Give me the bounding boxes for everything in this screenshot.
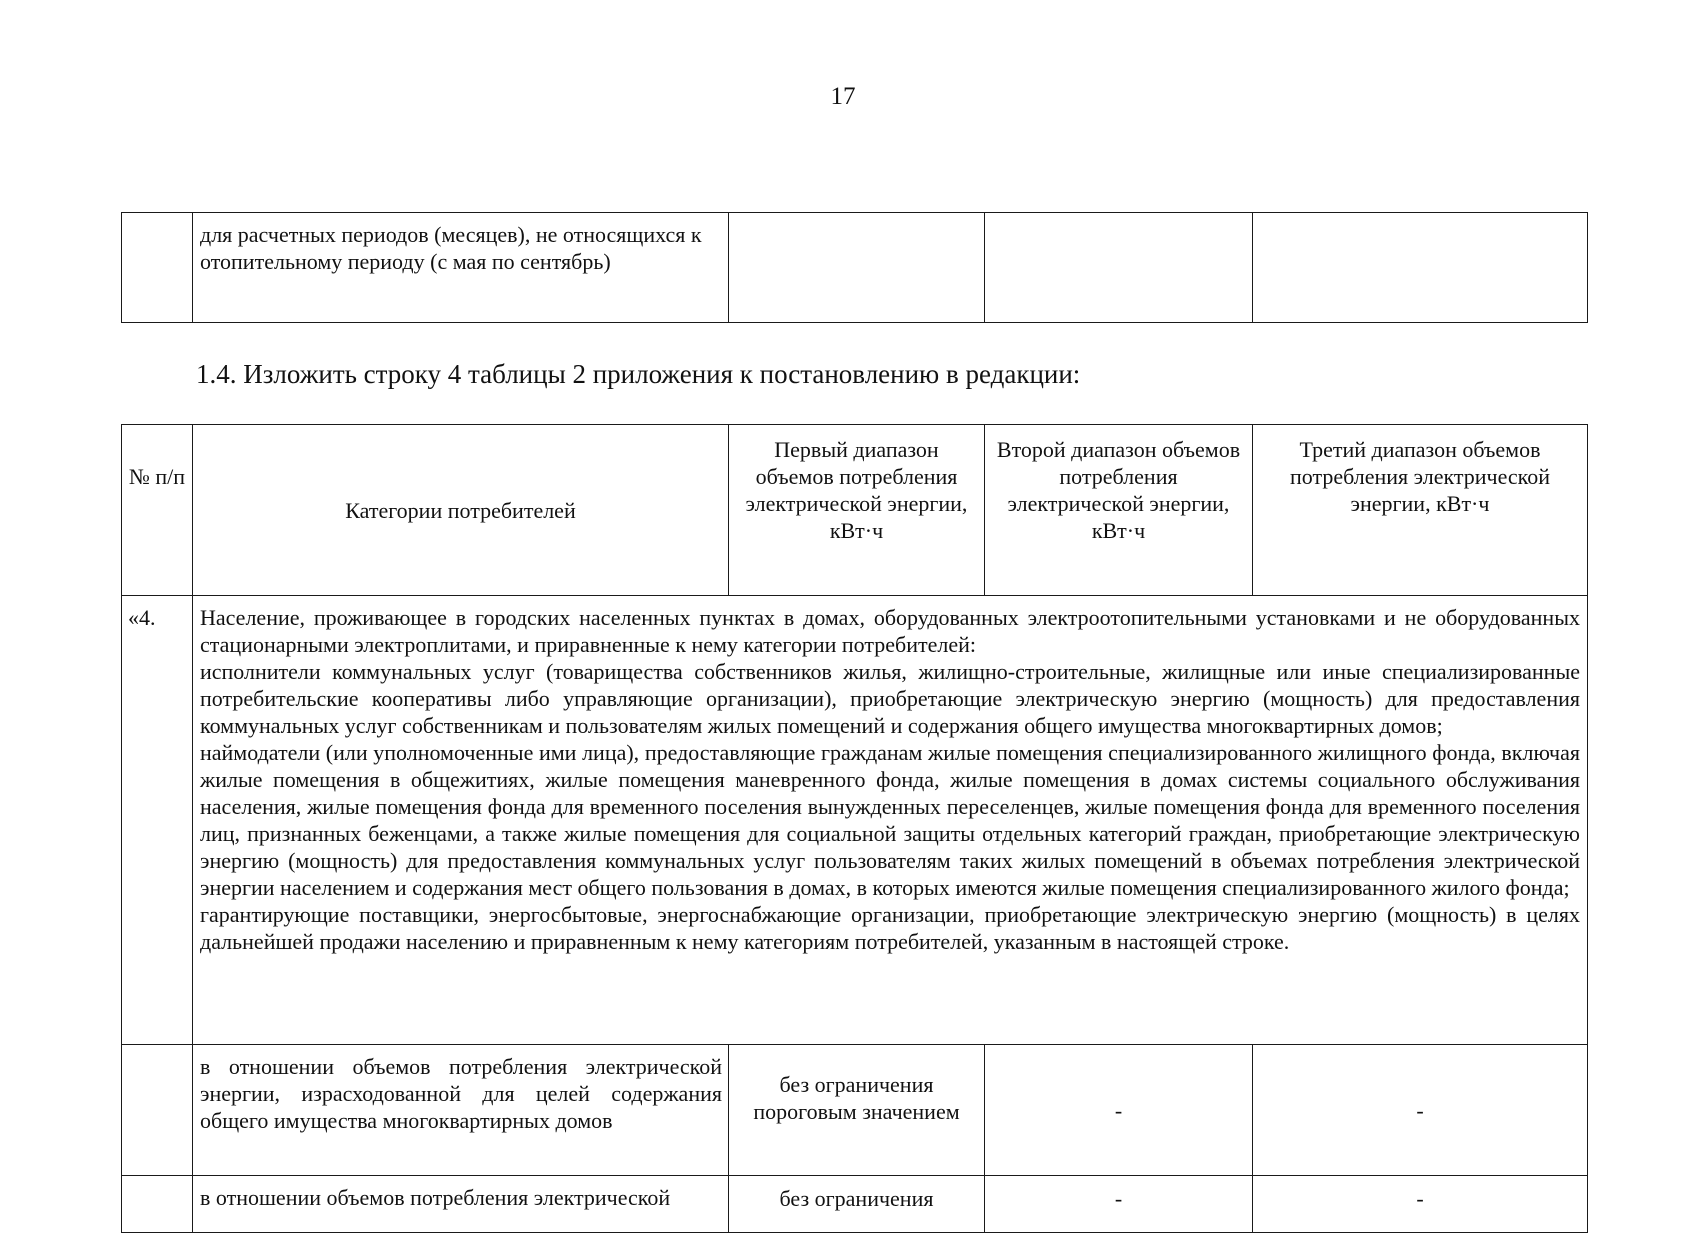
- header-category: Категории потребителей: [193, 425, 729, 596]
- sub-row: [122, 1045, 1588, 1176]
- table-row: [122, 213, 1588, 323]
- header-row: [122, 425, 1588, 596]
- sub-row: [122, 1176, 1588, 1233]
- cell-range-1: [729, 213, 985, 323]
- row-description: [193, 596, 1588, 1045]
- sub-range-3: -: [1253, 1176, 1588, 1233]
- paragraph: гарантирующие поставщики, энергосбытовые, энергоснабжающие организации, приобретающие электрическую энергию (мощность) в целях дальнейшей продажи населению и приравненным к нему категориям потребителей, указанным в настоящей строке.: [200, 902, 1580, 954]
- sub-range-2: -: [985, 1176, 1253, 1233]
- header-range-2: Второй диапазон объемов потребления электрической энергии, кВт·ч: [985, 425, 1253, 596]
- cell-category: для расчетных периодов (месяцев), не относящихся к отопительному периоду (с мая по сентябрь): [193, 213, 729, 323]
- cell-num: [122, 1045, 193, 1176]
- instruction-paragraph: 1.4. Изложить строку 4 таблицы 2 приложения к постановлению в редакции:: [196, 359, 1081, 389]
- header-range-3: Третий диапазон объемов потребления электрической энергии, кВт·ч: [1253, 425, 1588, 596]
- cell-num: [122, 213, 193, 323]
- sub-range-1: без ограничения пороговым значением: [729, 1045, 985, 1176]
- tariff-table: [121, 424, 1588, 1233]
- continued-table: [121, 212, 1588, 323]
- header-range-1: Первый диапазон объемов потребления электрической энергии, кВт·ч: [729, 425, 985, 596]
- cell-range-2: [985, 213, 1253, 323]
- row-number: «4.: [122, 596, 193, 1045]
- paragraph: исполнители коммунальных услуг (товарищества собственников жилья, жилищно-строительные, жилищные или иные специализированные потребительские кооперативы либо управляющие организации), приобретающие электрическую энергию (мощность) для предоставления коммунальных услуг собственникам и пользователям жилых помещений и содержания общего имущества многоквартирных домов;: [200, 659, 1580, 738]
- sub-category: [193, 1176, 729, 1233]
- sub-range-1: без ограничения: [729, 1176, 985, 1233]
- sub-category-text: в отношении объемов потребления электрической: [200, 1185, 671, 1210]
- header-num: № п/п: [122, 425, 193, 596]
- page-number: 17: [830, 83, 856, 110]
- paragraph: наймодатели (или уполномоченные ими лица), предоставляющие гражданам жилые помещения специализированного жилищного фонда, включая жилые помещения в общежитиях, жилые помещения маневренного фонда, жилые помещения в домах системы социального обслуживания населения, жилые помещения фонда для временного поселения вынужденных переселенцев, жилые помещения фонда для временного поселения лиц, признанных беженцами, а также жилые помещения для социальной защиты отдельных категорий граждан, приобретающие электрическую энергию (мощность) для предоставления коммунальных услуг пользователям таких жилых помещений в объемах потребления электрической энергии населением и содержания мест общего пользования в домах, в которых имеются жилые помещения специализированного жилого фонда;: [200, 740, 1580, 900]
- cell-range-3: [1253, 213, 1588, 323]
- sub-category-text: в отношении объемов потребления электрической энергии, израсходованной для целей содержания общего имущества многоквартирных домов: [200, 1054, 722, 1133]
- sub-category: [193, 1045, 729, 1176]
- sub-range-2: -: [985, 1045, 1253, 1176]
- paragraph: Население, проживающее в городских населенных пунктах в домах, оборудованных электроотопительными установками и не оборудованных стационарными электроплитами, и приравненные к нему категории потребителей:: [200, 605, 1580, 657]
- sub-range-3: -: [1253, 1045, 1588, 1176]
- table-row-4: [122, 596, 1588, 1045]
- cell-num: [122, 1176, 193, 1233]
